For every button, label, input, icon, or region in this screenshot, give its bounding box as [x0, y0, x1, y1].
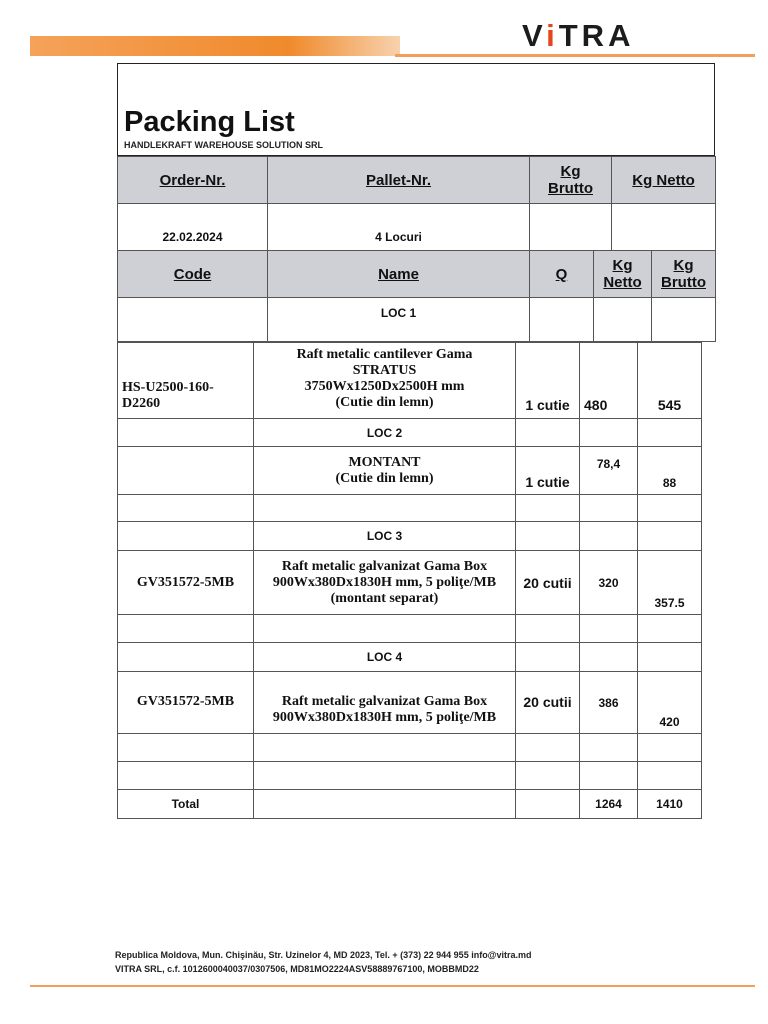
item-row-4	[118, 672, 702, 734]
item-2-brutto: 88	[638, 447, 702, 495]
order-table	[117, 156, 716, 251]
item-3-qty: 20 cutii	[516, 551, 580, 615]
loc-1-label: LOC 1	[268, 298, 530, 342]
footer-line-1: Republica Moldova, Mun. Chişinău, Str. Uzinelor 4, MD 2023, Tel. + (373) 22 944 955 info@vitra.md	[115, 950, 532, 960]
loc-3-row	[118, 522, 702, 551]
spacer-row-2	[118, 615, 702, 643]
item-2-netto: 78,4	[580, 447, 638, 495]
loc-1-row	[118, 298, 716, 342]
loc-3-label: LOC 3	[254, 522, 516, 551]
q-header: Q	[530, 251, 594, 298]
items-header-row	[118, 251, 716, 298]
item-2-qty: 1 cutie	[516, 447, 580, 495]
company-name: HANDLEKRAFT WAREHOUSE SOLUTION SRL	[124, 140, 323, 150]
spacer-row-1	[118, 495, 702, 522]
header-rule	[395, 54, 755, 57]
kg-brutto-header: Kg Brutto	[530, 157, 612, 204]
item-1-netto: 480	[580, 343, 638, 419]
kg-brutto-value	[530, 204, 612, 251]
kg-brutto-col-header: Kg Brutto	[652, 251, 716, 298]
code-header: Code	[118, 251, 268, 298]
item-4-name: Raft metalic galvanizat Gama Box 900Wx380Dx1830H mm, 5 poliţe/MB	[254, 672, 516, 734]
loc-2-label: LOC 2	[254, 419, 516, 447]
document-title: Packing List	[124, 106, 295, 138]
item-1-qty: 1 cutie	[516, 343, 580, 419]
header-orange-band	[30, 36, 400, 56]
total-brutto: 1410	[638, 790, 702, 819]
item-row-2	[118, 447, 702, 495]
kg-netto-col-header: Kg Netto	[594, 251, 652, 298]
item-3-netto: 320	[580, 551, 638, 615]
item-row-3	[118, 551, 702, 615]
pallet-nr-header: Pallet-Nr.	[268, 157, 530, 204]
item-1-code: HS-U2500-160- D2260	[118, 343, 254, 419]
footer-rule	[30, 985, 755, 987]
item-3-name: Raft metalic galvanizat Gama Box 900Wx380Dx1830H mm, 5 poliţe/MB (montant separat)	[254, 551, 516, 615]
title-frame	[117, 63, 715, 156]
footer-address	[115, 948, 531, 976]
item-row-1	[118, 343, 702, 419]
item-2-name: MONTANT (Cutie din lemn)	[254, 447, 516, 495]
item-4-brutto: 420	[638, 672, 702, 734]
kg-netto-header: Kg Netto	[612, 157, 716, 204]
item-4-netto: 386	[580, 672, 638, 734]
items-table	[117, 342, 702, 819]
total-row	[118, 790, 702, 819]
total-netto: 1264	[580, 790, 638, 819]
item-1-name: Raft metalic cantilever Gama STRATUS 3750Wx1250Dx2500H mm (Cutie din lemn)	[254, 343, 516, 419]
item-3-brutto: 357.5	[638, 551, 702, 615]
loc-4-row	[118, 643, 702, 672]
item-3-code: GV351572-5MB	[118, 551, 254, 615]
loc-2-row	[118, 419, 702, 447]
order-date: 22.02.2024	[118, 204, 268, 251]
loc-4-label: LOC 4	[254, 643, 516, 672]
vitra-logo: ViTRA	[522, 18, 635, 53]
name-header: Name	[268, 251, 530, 298]
spacer-row-3	[118, 734, 702, 762]
footer-line-2: VITRA SRL, c.f. 1012600040037/0307506, MD81MO2224ASV58889767100, MOBBMD22	[115, 964, 479, 974]
item-4-qty: 20 cutii	[516, 672, 580, 734]
total-label: Total	[118, 790, 254, 819]
item-1-brutto: 545	[638, 343, 702, 419]
order-value-row	[118, 204, 716, 251]
spacer-row-4	[118, 762, 702, 790]
item-4-code: GV351572-5MB	[118, 672, 254, 734]
order-nr-header: Order-Nr.	[118, 157, 268, 204]
order-header-row	[118, 157, 716, 204]
items-header-table	[117, 250, 716, 342]
kg-netto-value	[612, 204, 716, 251]
pallet-count: 4 Locuri	[268, 204, 530, 251]
